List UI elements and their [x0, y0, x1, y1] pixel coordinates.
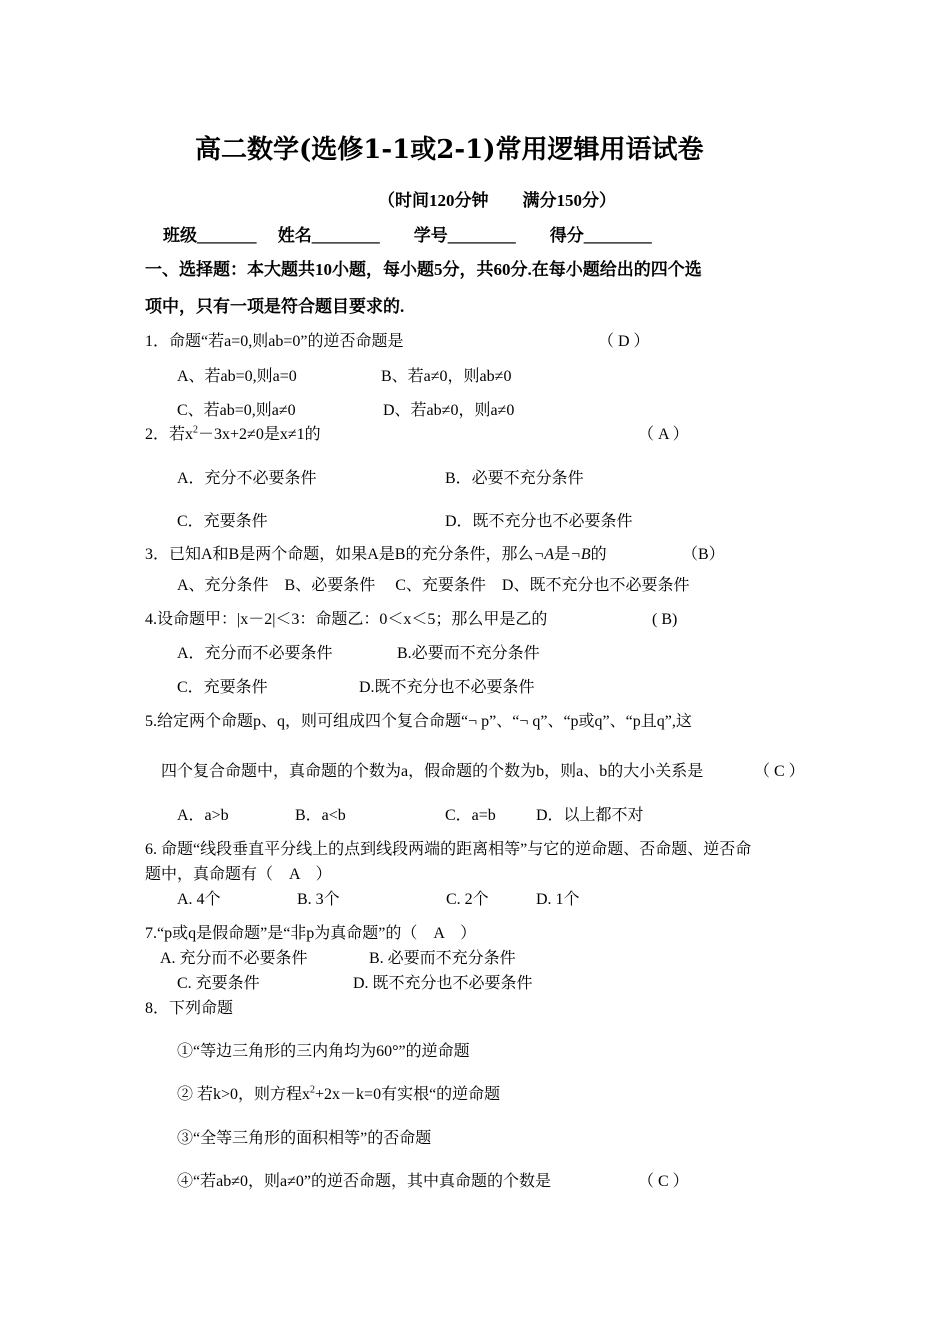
question-8-item-2-post: +2x－k=0有实根“的逆命题 — [315, 1086, 501, 1103]
page-title: 高二数学(选修1-1或2-1)常用逻辑用语试卷 — [195, 135, 704, 165]
question-5-option-a: A．a>b — [177, 807, 229, 824]
question-7-option-d: D. 既不充分也不必要条件 — [353, 975, 533, 992]
section-heading-line1: 一、选择题：本大题共10小题，每小题5分，共60分.在每小题给出的四个选 — [145, 260, 702, 279]
question-4-option-b: B.必要而不充分条件 — [397, 645, 540, 662]
question-8-item-2-pre: ② 若k>0，则方程x — [177, 1086, 311, 1103]
question-3-stem-pre: 3．已知A和B是两个命题，如果A是B的充分条件，那么 — [145, 546, 534, 563]
question-8-item-2 — [177, 1085, 500, 1105]
question-5-option-b: B．a<b — [295, 807, 346, 824]
question-4-option-d: D.既不充分也不必要条件 — [359, 679, 535, 696]
question-5-answer: （ C ） — [754, 763, 805, 780]
question-3-stem — [145, 545, 607, 565]
question-4-stem: 4.设命题甲：|x－2|＜3：命题乙：0＜x＜5；那么甲是乙的 — [145, 611, 548, 628]
question-2-stem-pre: 2．若x — [145, 426, 194, 443]
question-7-option-a: A. 充分而不必要条件 — [160, 950, 308, 967]
question-2-exponent: 2 — [193, 424, 199, 436]
question-6-line1: 6. 命题“线段垂直平分线上的点到线段两端的距离相等”与它的逆命题、否命题、逆否命 — [145, 841, 752, 858]
question-4-option-c: C．充要条件 — [177, 679, 268, 696]
question-3-options: A、充分条件 B、必要条件 C、充要条件 D、既不充分也不必要条件 — [177, 577, 690, 594]
question-1-option-c: C、若ab=0,则a≠0 — [177, 402, 296, 419]
question-1-option-a: A、若ab=0,则a=0 — [177, 368, 297, 385]
question-7-option-b: B. 必要而不充分条件 — [369, 950, 516, 967]
question-6-option-b: B. 3个 — [297, 891, 340, 908]
section-heading-line2: 项中，只有一项是符合题目要求的. — [145, 297, 405, 316]
question-3-answer: （B） — [682, 546, 725, 563]
question-2-option-d: D．既不充分也不必要条件 — [445, 513, 633, 530]
question-8-answer: （ C ） — [638, 1173, 689, 1190]
question-5-line2: 四个复合命题中，真命题的个数为a，假命题的个数为b，则a、b的大小关系是 — [161, 763, 704, 780]
question-6-option-d: D. 1个 — [536, 891, 580, 908]
question-2-option-b: B．必要不充分条件 — [445, 470, 584, 487]
question-6-option-c: C. 2个 — [446, 891, 489, 908]
exam-subtitle: （时间120分钟 满分150分） — [378, 191, 616, 210]
question-3-stem-mid: 是 — [554, 546, 571, 563]
question-1-answer: （ D ） — [598, 333, 650, 350]
question-7-stem: 7.“p或q是假命题”是“非p为真命题”的（ A ） — [145, 925, 477, 942]
not-b-symbol: ¬B — [570, 546, 591, 563]
question-2-option-c: C．充要条件 — [177, 513, 268, 530]
question-8-item-4: ④“若ab≠0，则a≠0”的逆否命题，其中真命题的个数是 — [177, 1173, 551, 1190]
question-8-item-1: ①“等边三角形的三内角均为60°”的逆命题 — [177, 1043, 470, 1060]
question-5-option-d: D．以上都不对 — [536, 807, 644, 824]
question-7-option-c: C. 充要条件 — [177, 975, 260, 992]
question-1-option-b: B、若a≠0，则ab≠0 — [381, 368, 512, 385]
question-8-exponent: 2 — [310, 1084, 316, 1096]
question-2-option-a: A．充分不必要条件 — [177, 470, 317, 487]
question-1-stem: 1．命题“若a=0,则ab=0”的逆否命题是 — [145, 333, 404, 350]
question-1-option-d: D、若ab≠0，则a≠0 — [383, 402, 515, 419]
question-6-line2: 题中，真命题有（ A ） — [145, 866, 332, 883]
not-a-symbol: ¬A — [533, 546, 555, 563]
question-2-answer: （ A ） — [638, 426, 689, 443]
question-2-stem-post: －3x+2≠0是x≠1的 — [198, 426, 321, 443]
question-4-option-a: A．充分而不必要条件 — [177, 645, 333, 662]
question-5-option-c: C．a=b — [445, 807, 496, 824]
question-5-line1: 5.给定两个命题p、q，则可组成四个复合命题“¬ p”、“¬ q”、“p或q”、“p且q”,这 — [145, 713, 692, 730]
question-8-item-3: ③“全等三角形的面积相等”的否命题 — [177, 1130, 432, 1147]
question-6-option-a: A. 4个 — [177, 891, 221, 908]
student-info-line: 班级_______ 姓名________ 学号________ 得分________ — [163, 226, 652, 245]
question-4-answer: ( B) — [652, 611, 678, 628]
question-8-stem: 8．下列命题 — [145, 1000, 234, 1017]
question-3-stem-post: 的 — [590, 546, 607, 563]
question-2-stem — [145, 425, 321, 445]
